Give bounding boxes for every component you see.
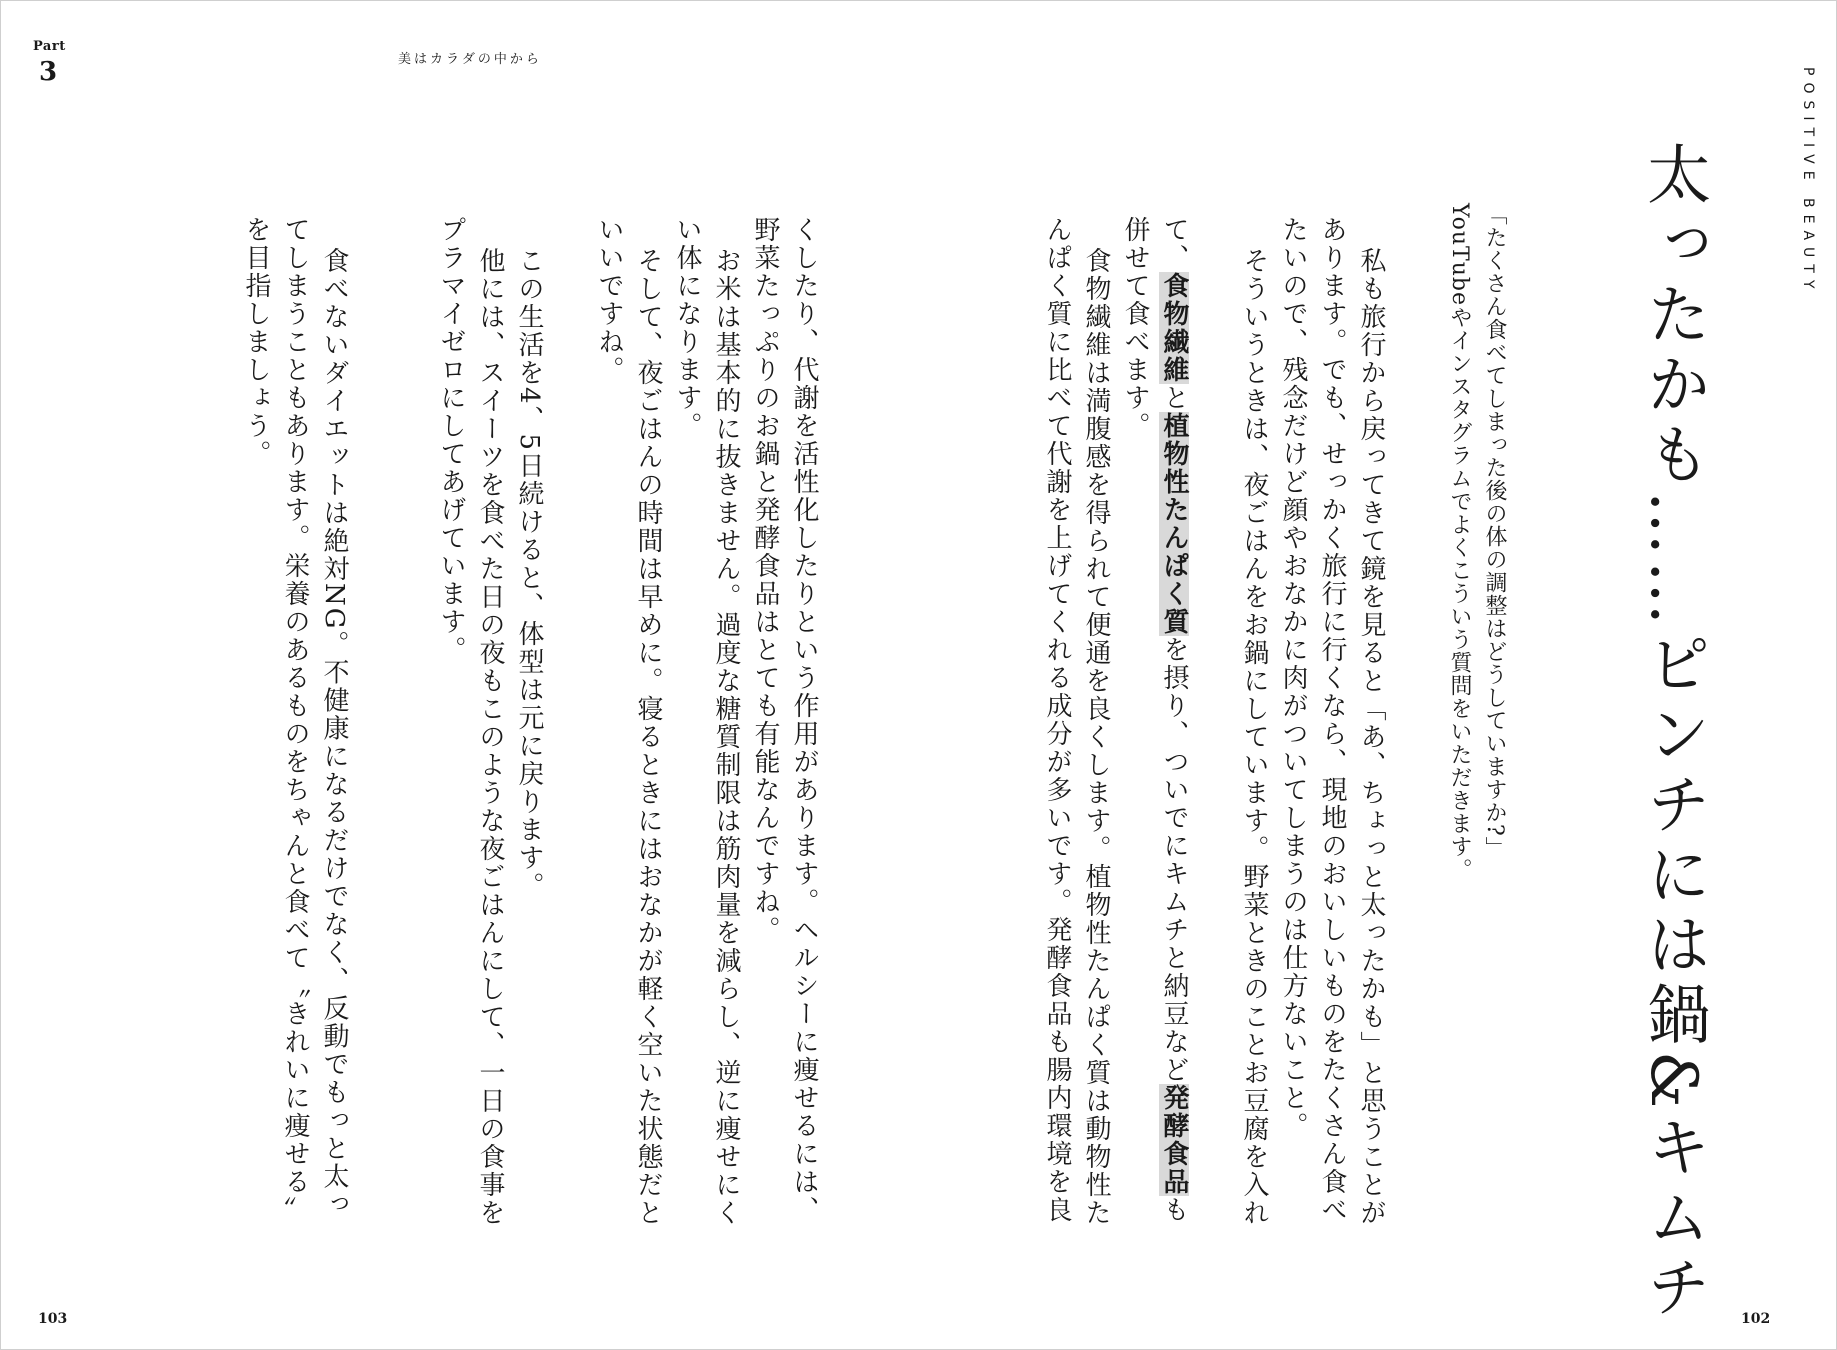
part-label: Part bbox=[33, 39, 66, 54]
part-number: 3 bbox=[39, 57, 58, 87]
body-column: そして、夜ごはんの時間は早めに。寝るときにはおなかが軽く空いた状態だと bbox=[633, 247, 663, 1227]
body-column: プラマイゼロにしてあげています。 bbox=[436, 216, 466, 664]
body-column: いいですね。 bbox=[594, 216, 624, 384]
headline: 太ったかも……ピンチには鍋&キムチ bbox=[1636, 141, 1710, 1324]
body-text: と bbox=[1159, 384, 1189, 412]
body-column: たいので、残念だけど顔やおなかに肉がついてしまうのは仕方ないこと。 bbox=[1278, 216, 1308, 1140]
body-text: を摂り、ついでにキムチと納豆など bbox=[1159, 636, 1189, 1084]
body-column: 併せて食べます。 bbox=[1120, 216, 1150, 440]
quote-line-2: YouTubeやインスタグラムでよくこういう質問をいただきます。 bbox=[1447, 203, 1472, 881]
side-label: POSITIVE BEAUTY bbox=[1800, 67, 1816, 296]
body-column: 野菜たっぷりのお鍋と発酵食品はとても有能なんですね。 bbox=[750, 216, 780, 944]
body-column bbox=[1161, 216, 1187, 1224]
body-column: 食べないダイエットは絶対NG。不健康になるだけでなく、反動でもっと太っ bbox=[319, 247, 349, 1219]
body-column: い体になります。 bbox=[672, 216, 702, 440]
body-column: この生活を4、5日続けると、体型は元に戻ります。 bbox=[514, 247, 544, 901]
page-number-left: 103 bbox=[38, 1311, 68, 1327]
body-column: 食物繊維は満腹感を得られて便通を良くします。植物性たんぱく質は動物性た bbox=[1081, 247, 1111, 1227]
body-column: を目指しましょう。 bbox=[241, 216, 271, 468]
body-column: くしたり、代謝を活性化したりという作用があります。ヘルシーに痩せるには、 bbox=[789, 216, 819, 1224]
running-head: 美はカラダの中から bbox=[398, 52, 542, 67]
body-column: んぱく質に比べて代謝を上げてくれる成分が多いです。発酵食品も腸内環境を良 bbox=[1042, 216, 1072, 1224]
body-column: あります。でも、せっかく旅行に行くなら、現地のおいしいものをたくさん食べ bbox=[1317, 216, 1347, 1224]
highlight-dietary-fiber: 食物繊維 bbox=[1159, 272, 1189, 384]
body-text: も bbox=[1159, 1196, 1189, 1224]
page-number-right: 102 bbox=[1741, 1311, 1771, 1327]
highlight-plant-protein: 植物性たんぱく質 bbox=[1159, 412, 1189, 636]
quote-line-1: 「たくさん食べてしまった後の体の調整はどうしていますか?」 bbox=[1482, 203, 1507, 860]
body-column: そういうときは、夜ごはんをお鍋にしています。野菜ときのことお豆腐を入れ bbox=[1239, 247, 1269, 1227]
body-column: てしまうこともあります。栄養のあるものをちゃんと食べて〝きれいに痩せる〟 bbox=[280, 216, 310, 1224]
body-column: 私も旅行から戻ってきて鏡を見ると「あ、ちょっと太ったかも」と思うことが bbox=[1356, 247, 1386, 1227]
body-column: お米は基本的に抜きません。過度な糖質制限は筋肉量を減らし、逆に痩せにく bbox=[711, 247, 741, 1227]
body-text: て、 bbox=[1159, 216, 1189, 272]
highlight-fermented-food: 発酵食品 bbox=[1159, 1084, 1189, 1196]
body-column: 他には、スイーツを食べた日の夜もこのような夜ごはんにして、一日の食事を bbox=[475, 247, 505, 1227]
